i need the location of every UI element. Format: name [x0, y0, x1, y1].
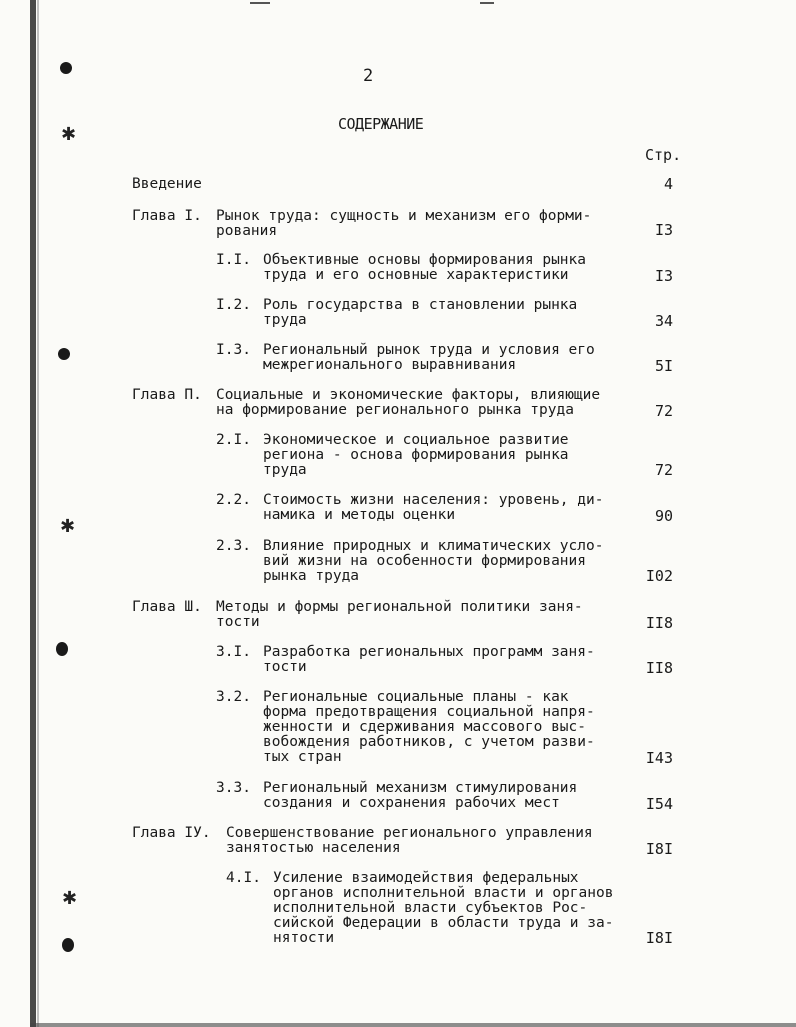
toc-chapter-label: Глава П. [132, 387, 202, 403]
toc-entry-text: Объективные основы формирования рынка труда и его основные характеристики [263, 252, 587, 283]
binding-hole [56, 642, 68, 656]
toc-entry-page: I8I [645, 929, 673, 947]
toc-entry-text: Экономическое и социальное развитие региона - основа формирования рынка труда [263, 432, 569, 478]
scan-mark [250, 2, 270, 4]
toc-entry-text: Роль государства в становлении рынка труда [263, 297, 578, 328]
toc-entry-text: Методы и формы региональной политики заня- тости [216, 599, 583, 630]
scan-bottom-edge [30, 1023, 796, 1027]
toc-section-label: 4.I. [226, 870, 261, 886]
toc-entry-text: Усиление взаимодействия федеральных органов исполнительной власти и органов исполнительной власти субъектов Рос- сийской Федерации в области труда и за- нятости [273, 870, 614, 946]
toc-entry-text: Влияние природных и климатических усло- вий жизни на особенности формирования рынка труда [263, 538, 604, 584]
toc-section-label: I.3. [216, 342, 251, 358]
toc-entry-text: Региональные социальные планы - как форма предотвращения социальной напря- женности и сдерживания массового выс- вобождения работников, с учетом разви- тых стран [263, 689, 595, 765]
toc-entry-text: Социальные и экономические факторы, влияющие на формирование регионального рынка труда [216, 387, 601, 418]
scan-mark [480, 2, 494, 4]
scan-speck: ✱ [61, 124, 77, 145]
page-column-label: Стр. [645, 146, 682, 164]
toc-section-label: 2.3. [216, 538, 251, 554]
scan-speck: ✱ [62, 888, 78, 909]
toc-entry-page: 90 [654, 507, 673, 525]
toc-entry-text: Введение [132, 176, 202, 192]
binding-hole [60, 62, 72, 74]
toc-entry-text: Региональный рынок труда и условия его межрегионального выравнивания [263, 342, 595, 373]
toc-entry-page: 72 [654, 402, 673, 420]
toc-section-label: I.I. [216, 252, 251, 268]
toc-entry-page: 72 [654, 461, 673, 479]
toc-entry-page: I8I [645, 840, 673, 858]
toc-section-label: 3.I. [216, 644, 251, 660]
scan-speck: ✱ [60, 516, 76, 537]
page-title: СОДЕРЖАНИЕ [338, 115, 424, 133]
binding-hole [58, 348, 70, 360]
toc-entry-page: I43 [645, 749, 673, 767]
page-number: 2 [363, 66, 374, 86]
toc-entry-page: II8 [645, 659, 673, 677]
scan-left-edge-shadow [37, 0, 39, 1027]
toc-entry-page: I02 [645, 567, 673, 585]
toc-chapter-label: Глава I. [132, 208, 202, 224]
toc-section-label: 2.2. [216, 492, 251, 508]
toc-entry-text: Рынок труда: сущность и механизм его форми- рования [216, 208, 592, 239]
toc-entry-page: I3 [654, 267, 673, 285]
toc-section-label: 2.I. [216, 432, 251, 448]
toc-entry-page: I3 [654, 221, 673, 239]
toc-entry-text: Совершенствование регионального управления занятостью населения [226, 825, 593, 856]
binding-hole [62, 938, 74, 952]
toc-chapter-label: Глава Ш. [132, 599, 202, 615]
toc-section-label: 3.2. [216, 689, 251, 705]
toc-entry-page: 34 [654, 312, 673, 330]
toc-entry-page: 4 [663, 175, 673, 193]
toc-section-label: 3.3. [216, 780, 251, 796]
toc-entry-text: Разработка региональных программ заня- тости [263, 644, 595, 675]
toc-chapter-label: Глава IУ. [132, 825, 211, 841]
scan-left-edge [30, 0, 36, 1027]
toc-section-label: I.2. [216, 297, 251, 313]
toc-entry-text: Региональный механизм стимулирования создания и сохранения рабочих мест [263, 780, 578, 811]
toc-entry-page: II8 [645, 614, 673, 632]
toc-entry-text: Стоимость жизни населения: уровень, ди- намика и методы оценки [263, 492, 604, 523]
toc-entry-page: I54 [645, 795, 673, 813]
toc-entry-page: 5I [654, 357, 673, 375]
